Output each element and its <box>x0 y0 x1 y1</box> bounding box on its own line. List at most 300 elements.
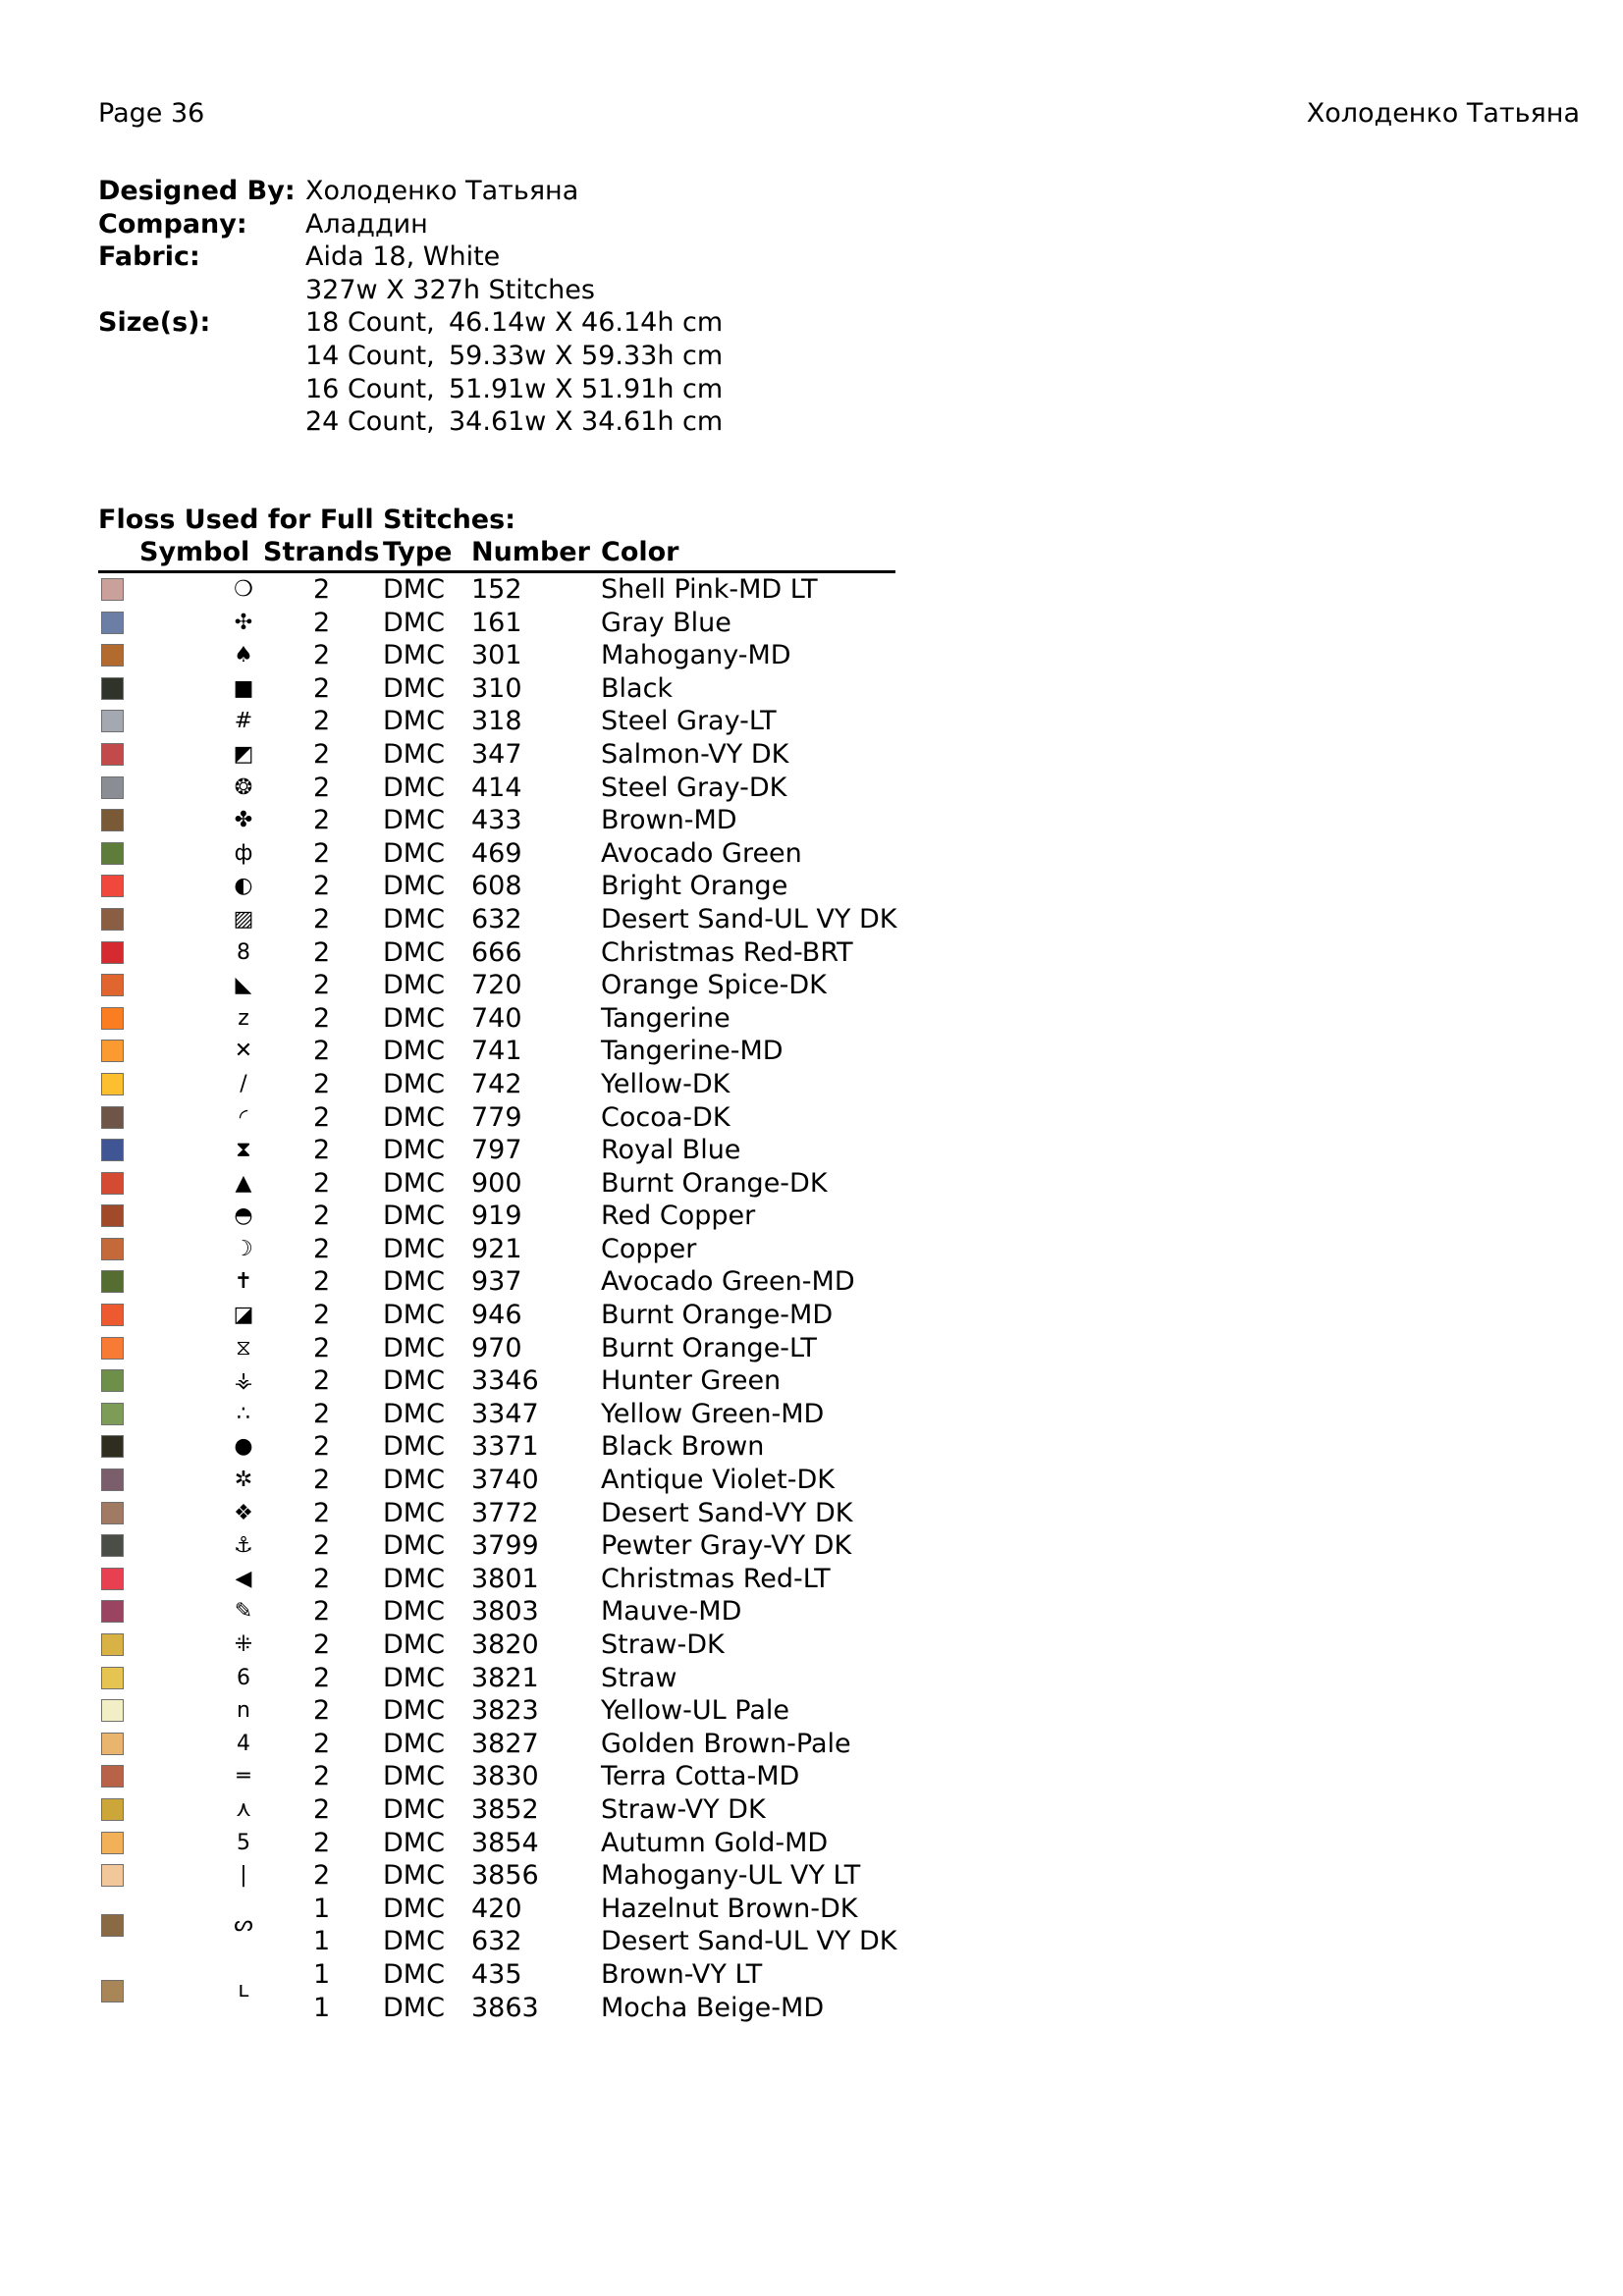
color-swatch <box>101 1864 124 1887</box>
color-name-cell: Burnt Orange-MD <box>601 1300 834 1331</box>
symbol-icon: ▲ <box>235 1170 252 1196</box>
size-dims: 59.33w X 59.33h cm <box>449 340 724 371</box>
color-name-cell: Brown-VY LT <box>601 1958 763 1990</box>
symbol-icon: ⚶ <box>234 1368 253 1394</box>
size-item <box>305 373 723 406</box>
floss-row <box>98 1827 895 1860</box>
color-swatch <box>101 1798 124 1821</box>
strands-cell: 2 <box>313 1497 331 1528</box>
floss-row <box>98 1200 895 1233</box>
color-name-cell: Avocado Green-MD <box>601 1266 855 1298</box>
color-name-cell: Mauve-MD <box>601 1596 742 1628</box>
color-name-cell: Straw <box>601 1662 677 1693</box>
strands-cell: 2 <box>313 1068 331 1099</box>
floss-row <box>98 1002 895 1036</box>
color-name-cell: Red Copper <box>601 1201 756 1232</box>
color-name-cell: Tangerine-MD <box>601 1036 784 1067</box>
strands-cell: 2 <box>313 1036 331 1067</box>
strands-cell: 1 <box>313 1926 331 1957</box>
color-name-cell: Christmas Red-LT <box>601 1563 831 1594</box>
color-swatch <box>101 1534 124 1557</box>
sizes-row <box>98 306 723 438</box>
type-cell: DMC <box>383 640 445 671</box>
number-cell: 3827 <box>471 1728 539 1759</box>
strands-cell: 2 <box>313 607 331 638</box>
col-strands: Strands <box>263 537 380 567</box>
symbol-icon: 6 <box>237 1665 250 1690</box>
strands-cell: 2 <box>313 772 331 803</box>
floss-row <box>98 1398 895 1431</box>
color-swatch <box>101 1568 124 1590</box>
floss-blend-row <box>98 1958 895 2024</box>
symbol-icon: ▨ <box>233 906 254 932</box>
number-cell: 946 <box>471 1300 522 1331</box>
symbol-icon: ⚓ <box>234 1533 253 1559</box>
color-name-cell: Mahogany-UL VY LT <box>601 1860 861 1892</box>
number-cell: 3821 <box>471 1662 539 1693</box>
color-name-cell: Royal Blue <box>601 1135 741 1166</box>
number-cell: 3852 <box>471 1793 539 1825</box>
color-name-cell: Straw-VY DK <box>601 1793 766 1825</box>
company-value: Аладдин <box>305 208 428 240</box>
strands-cell: 2 <box>313 640 331 671</box>
strands-cell: 2 <box>313 805 331 836</box>
sizes-label: Size(s): <box>98 307 211 339</box>
floss-row <box>98 1629 895 1662</box>
floss-row <box>98 1233 895 1266</box>
color-swatch <box>101 875 124 897</box>
number-cell: 632 <box>471 1926 522 1957</box>
type-cell: DMC <box>383 1530 445 1562</box>
number-cell: 3803 <box>471 1596 539 1628</box>
type-cell: DMC <box>383 672 445 704</box>
floss-row <box>98 738 895 772</box>
floss-row <box>98 1760 895 1793</box>
number-cell: 3347 <box>471 1398 539 1429</box>
size-dims: 34.61w X 34.61h cm <box>449 406 724 438</box>
number-cell: 3371 <box>471 1431 539 1463</box>
fabric-row <box>98 240 723 274</box>
symbol-icon: ✝ <box>234 1269 253 1295</box>
color-swatch <box>101 1468 124 1491</box>
symbol-icon: ◣ <box>235 973 252 998</box>
floss-row <box>98 1563 895 1596</box>
color-swatch <box>101 1073 124 1095</box>
type-cell: DMC <box>383 706 445 737</box>
symbol-icon: ❂ <box>234 774 253 800</box>
floss-row <box>98 870 895 903</box>
type-cell: DMC <box>383 903 445 934</box>
blend-line <box>98 1893 895 1926</box>
size-item <box>305 405 723 439</box>
company-label: Company: <box>98 208 247 240</box>
symbol-icon: 5 <box>237 1830 250 1855</box>
number-cell: 666 <box>471 936 522 968</box>
symbol-icon: ✤ <box>234 808 253 833</box>
number-cell: 779 <box>471 1101 522 1133</box>
color-name-cell: Bright Orange <box>601 871 788 902</box>
symbol-icon: ✎ <box>234 1599 253 1625</box>
color-name-cell: Desert Sand-UL VY DK <box>601 1926 897 1957</box>
color-name-cell: Christmas Red-BRT <box>601 936 853 968</box>
floss-table <box>98 537 895 2024</box>
number-cell: 435 <box>471 1958 522 1990</box>
type-cell: DMC <box>383 1036 445 1067</box>
color-swatch <box>101 644 124 667</box>
color-name-cell: Mocha Beige-MD <box>601 1992 825 2023</box>
color-name-cell: Burnt Orange-LT <box>601 1332 817 1363</box>
floss-row <box>98 1529 895 1563</box>
color-name-cell: Salmon-VY DK <box>601 738 789 770</box>
col-type: Type <box>383 537 453 567</box>
type-cell: DMC <box>383 1629 445 1660</box>
number-cell: 3801 <box>471 1563 539 1594</box>
number-cell: 970 <box>471 1332 522 1363</box>
color-swatch <box>101 1172 124 1195</box>
number-cell: 420 <box>471 1893 522 1924</box>
type-cell: DMC <box>383 1332 445 1363</box>
color-name-cell: Desert Sand-UL VY DK <box>601 903 897 934</box>
strands-cell: 2 <box>313 574 331 605</box>
type-cell: DMC <box>383 1893 445 1924</box>
type-cell: DMC <box>383 805 445 836</box>
number-cell: 3799 <box>471 1530 539 1562</box>
symbol-icon: ✕ <box>234 1039 253 1064</box>
color-name-cell: Autumn Gold-MD <box>601 1827 829 1858</box>
strands-cell: 2 <box>313 1233 331 1264</box>
floss-row <box>98 1859 895 1893</box>
color-name-cell: Tangerine <box>601 1002 730 1034</box>
number-cell: 921 <box>471 1233 522 1264</box>
size-dims: 46.14w X 46.14h cm <box>449 307 724 339</box>
symbol-icon: ❖ <box>234 1500 253 1525</box>
color-name-cell: Black Brown <box>601 1431 765 1463</box>
floss-title: Floss Used for Full Stitches: <box>98 505 515 535</box>
number-cell: 919 <box>471 1201 522 1232</box>
floss-row <box>98 772 895 805</box>
floss-blend-row <box>98 1893 895 1958</box>
floss-row <box>98 1332 895 1365</box>
floss-table-header <box>98 537 895 573</box>
size-count: 18 Count, <box>305 307 435 339</box>
color-name-cell: Gray Blue <box>601 607 731 638</box>
symbol-icon: 4 <box>237 1731 250 1756</box>
strands-cell: 2 <box>313 1860 331 1892</box>
type-cell: DMC <box>383 1992 445 2023</box>
strands-cell: 2 <box>313 1695 331 1727</box>
strands-cell: 2 <box>313 871 331 902</box>
strands-cell: 2 <box>313 1530 331 1562</box>
symbol-icon: ◓ <box>234 1203 253 1229</box>
color-swatch <box>101 677 124 700</box>
strands-cell: 2 <box>313 1002 331 1034</box>
color-name-cell: Black <box>601 672 674 704</box>
designed-by-label: Designed By: <box>98 176 296 206</box>
color-name-cell: Steel Gray-LT <box>601 706 777 737</box>
color-name-cell: Yellow Green-MD <box>601 1398 825 1429</box>
color-swatch <box>101 1204 124 1227</box>
designed-by-value: Холоденко Татьяна <box>305 176 579 206</box>
color-swatch <box>101 612 124 634</box>
floss-row <box>98 936 895 970</box>
number-cell: 3740 <box>471 1465 539 1496</box>
color-name-cell: Copper <box>601 1233 697 1264</box>
color-name-cell: Hazelnut Brown-DK <box>601 1893 858 1924</box>
floss-row <box>98 1265 895 1299</box>
color-name-cell: Cocoa-DK <box>601 1101 730 1133</box>
symbol-icon: ═ <box>237 1764 250 1789</box>
strands-cell: 2 <box>313 672 331 704</box>
strands-cell: 2 <box>313 1761 331 1792</box>
number-cell: 310 <box>471 672 522 704</box>
number-cell: 900 <box>471 1167 522 1199</box>
strands-cell: 2 <box>313 1167 331 1199</box>
type-cell: DMC <box>383 1101 445 1133</box>
number-cell: 3830 <box>471 1761 539 1792</box>
floss-row <box>98 1662 895 1695</box>
symbol-icon: ⧖ <box>236 1335 251 1361</box>
type-cell: DMC <box>383 1398 445 1429</box>
type-cell: DMC <box>383 1002 445 1034</box>
strands-cell: 1 <box>313 1992 331 2023</box>
author-name: Холоденко Татьяна <box>1306 98 1580 129</box>
type-cell: DMC <box>383 837 445 869</box>
color-swatch <box>101 1667 124 1689</box>
fabric-value: Aida 18, White <box>305 241 501 273</box>
color-name-cell: Antique Violet-DK <box>601 1465 835 1496</box>
color-swatch <box>101 1765 124 1788</box>
floss-row <box>98 804 895 837</box>
type-cell: DMC <box>383 1167 445 1199</box>
floss-row <box>98 1728 895 1761</box>
floss-row <box>98 1793 895 1827</box>
type-cell: DMC <box>383 772 445 803</box>
number-cell: 3863 <box>471 1992 539 2023</box>
number-cell: 608 <box>471 871 522 902</box>
color-swatch <box>101 1403 124 1425</box>
symbol-icon: ✣ <box>234 610 253 635</box>
number-cell: 161 <box>471 607 522 638</box>
symbol-icon: ❍ <box>234 577 253 602</box>
floss-row <box>98 1134 895 1167</box>
color-swatch <box>101 1502 124 1524</box>
symbol-icon: ф <box>234 840 253 866</box>
strands-cell: 2 <box>313 1465 331 1496</box>
blend-line <box>98 1925 895 1958</box>
color-swatch <box>101 1369 124 1392</box>
strands-cell: 2 <box>313 1629 331 1660</box>
strands-cell: 2 <box>313 1201 331 1232</box>
number-cell: 741 <box>471 1036 522 1067</box>
number-cell: 433 <box>471 805 522 836</box>
size-item <box>305 306 723 340</box>
design-info <box>98 175 723 439</box>
number-cell: 632 <box>471 903 522 934</box>
color-swatch <box>101 710 124 732</box>
size-count: 14 Count, <box>305 340 435 371</box>
type-cell: DMC <box>383 871 445 902</box>
strands-cell: 2 <box>313 1266 331 1298</box>
floss-row <box>98 705 895 738</box>
type-cell: DMC <box>383 1728 445 1759</box>
floss-row <box>98 1595 895 1629</box>
type-cell: DMC <box>383 970 445 1001</box>
type-cell: DMC <box>383 1365 445 1397</box>
col-symbol: Symbol <box>139 537 250 567</box>
symbol-icon: z <box>238 1005 249 1031</box>
floss-row <box>98 639 895 672</box>
number-cell: 740 <box>471 1002 522 1034</box>
type-cell: DMC <box>383 1761 445 1792</box>
color-name-cell: Brown-MD <box>601 805 737 836</box>
symbol-icon: 8 <box>237 939 250 965</box>
color-swatch <box>101 1832 124 1854</box>
color-name-cell: Steel Gray-DK <box>601 772 787 803</box>
color-name-cell: Terra Cotta-MD <box>601 1761 800 1792</box>
floss-row <box>98 1694 895 1728</box>
strands-cell: 2 <box>313 1728 331 1759</box>
symbol-icon: ◜ <box>239 1104 248 1130</box>
type-cell: DMC <box>383 1465 445 1496</box>
number-cell: 3772 <box>471 1497 539 1528</box>
color-swatch <box>101 776 124 799</box>
symbol-icon: / <box>240 1071 247 1096</box>
floss-row <box>98 1101 895 1135</box>
strands-cell: 2 <box>313 1793 331 1825</box>
sizes-list <box>305 306 723 438</box>
type-cell: DMC <box>383 1563 445 1594</box>
symbol-icon: ☽ <box>234 1236 253 1261</box>
type-cell: DMC <box>383 1497 445 1528</box>
symbol-icon: n <box>237 1698 250 1724</box>
type-cell: DMC <box>383 1662 445 1693</box>
number-cell: 3820 <box>471 1629 539 1660</box>
strands-cell: 1 <box>313 1893 331 1924</box>
strands-cell: 2 <box>313 936 331 968</box>
symbol-icon: # <box>234 709 253 734</box>
number-cell: 3854 <box>471 1827 539 1858</box>
color-name-cell: Yellow-UL Pale <box>601 1695 789 1727</box>
floss-row <box>98 1035 895 1068</box>
floss-rows <box>98 573 895 2024</box>
strands-cell: 2 <box>313 1662 331 1693</box>
type-cell: DMC <box>383 1958 445 1990</box>
type-cell: DMC <box>383 574 445 605</box>
number-cell: 152 <box>471 574 522 605</box>
color-swatch <box>101 1633 124 1656</box>
type-cell: DMC <box>383 1300 445 1331</box>
strands-cell: 2 <box>313 1101 331 1133</box>
strands-cell: 2 <box>313 903 331 934</box>
color-name-cell: Shell Pink-MD LT <box>601 574 818 605</box>
strands-cell: 2 <box>313 970 331 1001</box>
symbol-icon: | <box>240 1863 247 1889</box>
strands-cell: 2 <box>313 738 331 770</box>
symbol-icon: ʟ <box>238 1977 249 2002</box>
floss-row <box>98 969 895 1002</box>
color-swatch <box>101 1139 124 1161</box>
page-number: Page 36 <box>98 98 205 129</box>
color-swatch <box>101 1040 124 1062</box>
symbol-icon: ✲ <box>234 1468 253 1493</box>
number-cell: 469 <box>471 837 522 869</box>
strands-cell: 2 <box>313 837 331 869</box>
size-item <box>305 340 723 373</box>
color-swatch <box>101 1435 124 1458</box>
symbol-icon: ᔕ <box>234 1911 253 1937</box>
number-cell: 937 <box>471 1266 522 1298</box>
color-swatch <box>101 1699 124 1722</box>
size-count: 24 Count, <box>305 406 435 438</box>
type-cell: DMC <box>383 1596 445 1628</box>
type-cell: DMC <box>383 1266 445 1298</box>
type-cell: DMC <box>383 936 445 968</box>
type-cell: DMC <box>383 1793 445 1825</box>
symbol-icon: ⧗ <box>236 1138 251 1163</box>
strands-cell: 2 <box>313 1365 331 1397</box>
symbol-icon: ⋏ <box>235 1796 252 1822</box>
col-number: Number <box>471 537 590 567</box>
symbol-icon: ● <box>234 1434 253 1460</box>
type-cell: DMC <box>383 1431 445 1463</box>
number-cell: 301 <box>471 640 522 671</box>
color-swatch <box>101 1238 124 1260</box>
floss-row <box>98 1167 895 1201</box>
color-name-cell: Golden Brown-Pale <box>601 1728 851 1759</box>
color-name-cell: Yellow-DK <box>601 1068 730 1099</box>
floss-row <box>98 1299 895 1332</box>
floss-row <box>98 837 895 871</box>
number-cell: 720 <box>471 970 522 1001</box>
symbol-icon: ⁜ <box>234 1632 253 1657</box>
number-cell: 414 <box>471 772 522 803</box>
symbol-icon: ■ <box>233 675 254 701</box>
blend-line <box>98 1992 895 2025</box>
number-cell: 318 <box>471 706 522 737</box>
col-color: Color <box>601 537 679 567</box>
symbol-icon: ◐ <box>234 874 253 899</box>
color-name-cell: Desert Sand-VY DK <box>601 1497 853 1528</box>
color-name-cell: Orange Spice-DK <box>601 970 827 1001</box>
strands-cell: 2 <box>313 1596 331 1628</box>
color-name-cell: Pewter Gray-VY DK <box>601 1530 852 1562</box>
color-swatch <box>101 1270 124 1293</box>
strands-cell: 2 <box>313 1398 331 1429</box>
color-swatch <box>101 842 124 865</box>
floss-row <box>98 1497 895 1530</box>
color-name-cell: Avocado Green <box>601 837 802 869</box>
fabric-label: Fabric: <box>98 241 200 273</box>
floss-row <box>98 672 895 706</box>
color-swatch <box>101 1106 124 1129</box>
color-swatch <box>101 974 124 996</box>
number-cell: 742 <box>471 1068 522 1099</box>
symbol-icon: ◩ <box>233 741 254 767</box>
strands-cell: 2 <box>313 1563 331 1594</box>
symbol-icon: ◀ <box>235 1566 252 1591</box>
color-swatch <box>101 1304 124 1326</box>
color-swatch <box>101 1733 124 1755</box>
floss-row <box>98 573 895 607</box>
color-name-cell: Straw-DK <box>601 1629 725 1660</box>
strands-cell: 2 <box>313 1431 331 1463</box>
floss-row <box>98 1464 895 1497</box>
color-swatch <box>101 908 124 931</box>
strands-cell: 2 <box>313 1300 331 1331</box>
floss-row <box>98 1430 895 1464</box>
color-swatch <box>101 809 124 831</box>
designed-by-row <box>98 175 723 208</box>
